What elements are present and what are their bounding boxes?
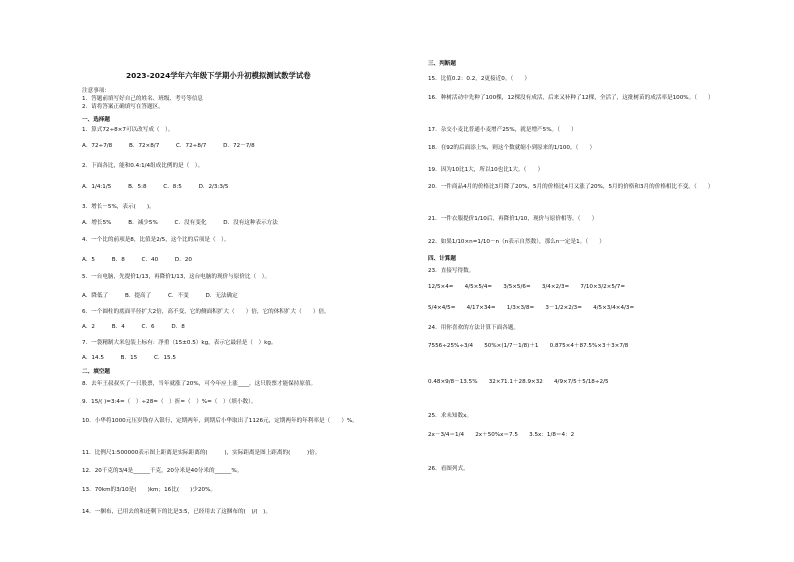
question-line: 16．种树活动中先种了100棵，12棵没有成活，后来又补种了12棵，全活了，这批树苗的成活率是100%。（ ） <box>428 95 714 101</box>
question-line: 12．20千克的3/4是______千克，20分米是40分米的______%。 <box>82 468 243 474</box>
question-line: 7．一袋精制大米包装上标有：净重（15±0.5）kg，表示它最轻是（ ）kg。 <box>82 340 277 346</box>
question-line: 22．如果1/10×n=1/10－n（n表示自然数），那么n一定是1。（ ） <box>428 239 605 245</box>
question-line: 21．一件衣服提价1/10后，再降价1/10，现价与原价相等。（ ） <box>428 216 598 222</box>
options-line: A．1/4:1/5 B．5:8 C．8:5 D．2/3:3/5 <box>82 184 229 190</box>
options-line: A．增长5% B．减少5% C．没有变化 D．没有这种表示方法 <box>82 220 278 226</box>
question-line: 11．比例尺1:500000表示图上距离是实际距离的( )，实际距离是图上距离的( )倍。 <box>82 450 321 456</box>
question-line: 4．一个比的前项是8，比值是2/5，这个比的后项是（ ）。 <box>82 237 230 243</box>
section-heading: 四、计算题 <box>428 256 456 262</box>
question-line: 23．直接写得数。 <box>428 268 475 274</box>
options-line: A．降低了 B．提高了 C．不变 D．无法确定 <box>82 293 238 299</box>
question-line: 10．小华将1000元压岁钱存入银行，定期两年，到期后小华取出了1126元，定期两年的年利率是（ ）%。 <box>82 418 358 424</box>
question-line: 19．因为10比1大，所以10也比1大。（ ） <box>428 167 544 173</box>
section-heading: 二、填空题 <box>82 369 110 375</box>
question-line: 15．比值0.2：0.2，2更接近0。（ ） <box>428 76 530 82</box>
math-row: 0.48×9/8－13.5% 32×71.1＋28.9×32 4/9×7/5＋5/18÷2/5 <box>428 379 609 385</box>
question-line: 24．用你喜欢的方法计算下面各题。 <box>428 325 520 331</box>
question-line: 1．算式72÷8×7可以改写成（ ）。 <box>82 127 174 133</box>
section-heading: 一、选择题 <box>82 117 110 123</box>
page-title: 2023-2024学年六年级下学期小升初模拟测试数学试卷 <box>126 71 311 80</box>
notice-heading: 注意事项： <box>82 88 110 94</box>
question-line: 6．一个圆柱的底面半径扩大2倍，高不变，它的侧面积扩大（ ）倍，它的体积扩大（ ）倍。 <box>82 309 330 315</box>
notice-item: 1．答题前填写好自己的姓名、班级、考号等信息 <box>82 96 204 102</box>
options-line: A．5 B．8 C．40 D．20 <box>82 257 192 263</box>
question-line: 14．一捆布，已用去的和还剩下的比是3:5，已经用去了这捆布的( )/( )。 <box>82 509 271 515</box>
section-heading: 三、判断题 <box>428 61 456 67</box>
options-line: A．14.5 B．15 C．15.5 <box>82 355 176 361</box>
question-line: 2．下面各比，能和0.4:1/4组成比例的是（ ）。 <box>82 163 204 169</box>
question-line: 8．去年王叔叔买了一只股票，当年就涨了20%，可今年应上涨____，这只股票才能保持原值。 <box>82 381 317 387</box>
question-line: 26．看图列式。 <box>428 466 469 472</box>
question-line: 20．一件商品4月的价格比3月降了20%，5月的价格比4月又涨了20%，5月的价格和3月的价格相比不变。（ ） <box>428 184 714 190</box>
math-row: 7556÷25%÷3/4 50%×(1/7－1/8)＋1 0.875×4＋87.5%×3＋3×7/8 <box>428 343 629 349</box>
question-line: 25．求未知数x。 <box>428 413 472 419</box>
question-line: 5．一台电脑，先提价1/13，再降价1/13，这台电脑的现价与原价比（ ）。 <box>82 274 271 280</box>
question-line: 18．在92的后面添上%，则这个数就缩小到原来的1/100。（ ） <box>428 145 596 151</box>
math-row: 12/5×4= 4/5×5/4= 3/5×5/6= 3/4×2/3= 7/10×3/2×5/7= <box>428 284 626 290</box>
question-line: 9．15/( )=3:4=（ ）÷28=（ ）折=（ ）%=（ ）（填小数）。 <box>82 399 257 405</box>
question-line: 17．杂交小麦比普通小麦增产25%，就是增产5%。（ ） <box>428 127 577 133</box>
notice-item: 2．请将答案正确填写在答题区。 <box>82 104 164 110</box>
options-line: A．72÷7/8 B．72×8/7 C．72÷8/7 D．72－7/8 <box>82 143 255 149</box>
question-line: 3．增长－5%，表示( )。 <box>82 204 155 210</box>
math-row: 5/4×4/5= 4/17×34= 1/3×3/8= 3－1/2×2/3= 4/5×3/4×4/3= <box>428 305 635 311</box>
math-row: 2x－3/4＝1/4 2x＋50%x＝7.5 3.5x：1/8＝4：2 <box>428 432 575 438</box>
question-line: 13．70km的3/10是( )km；16比( )少20%。 <box>82 487 216 493</box>
options-line: A．2 B．4 C．6 D．8 <box>82 324 185 330</box>
